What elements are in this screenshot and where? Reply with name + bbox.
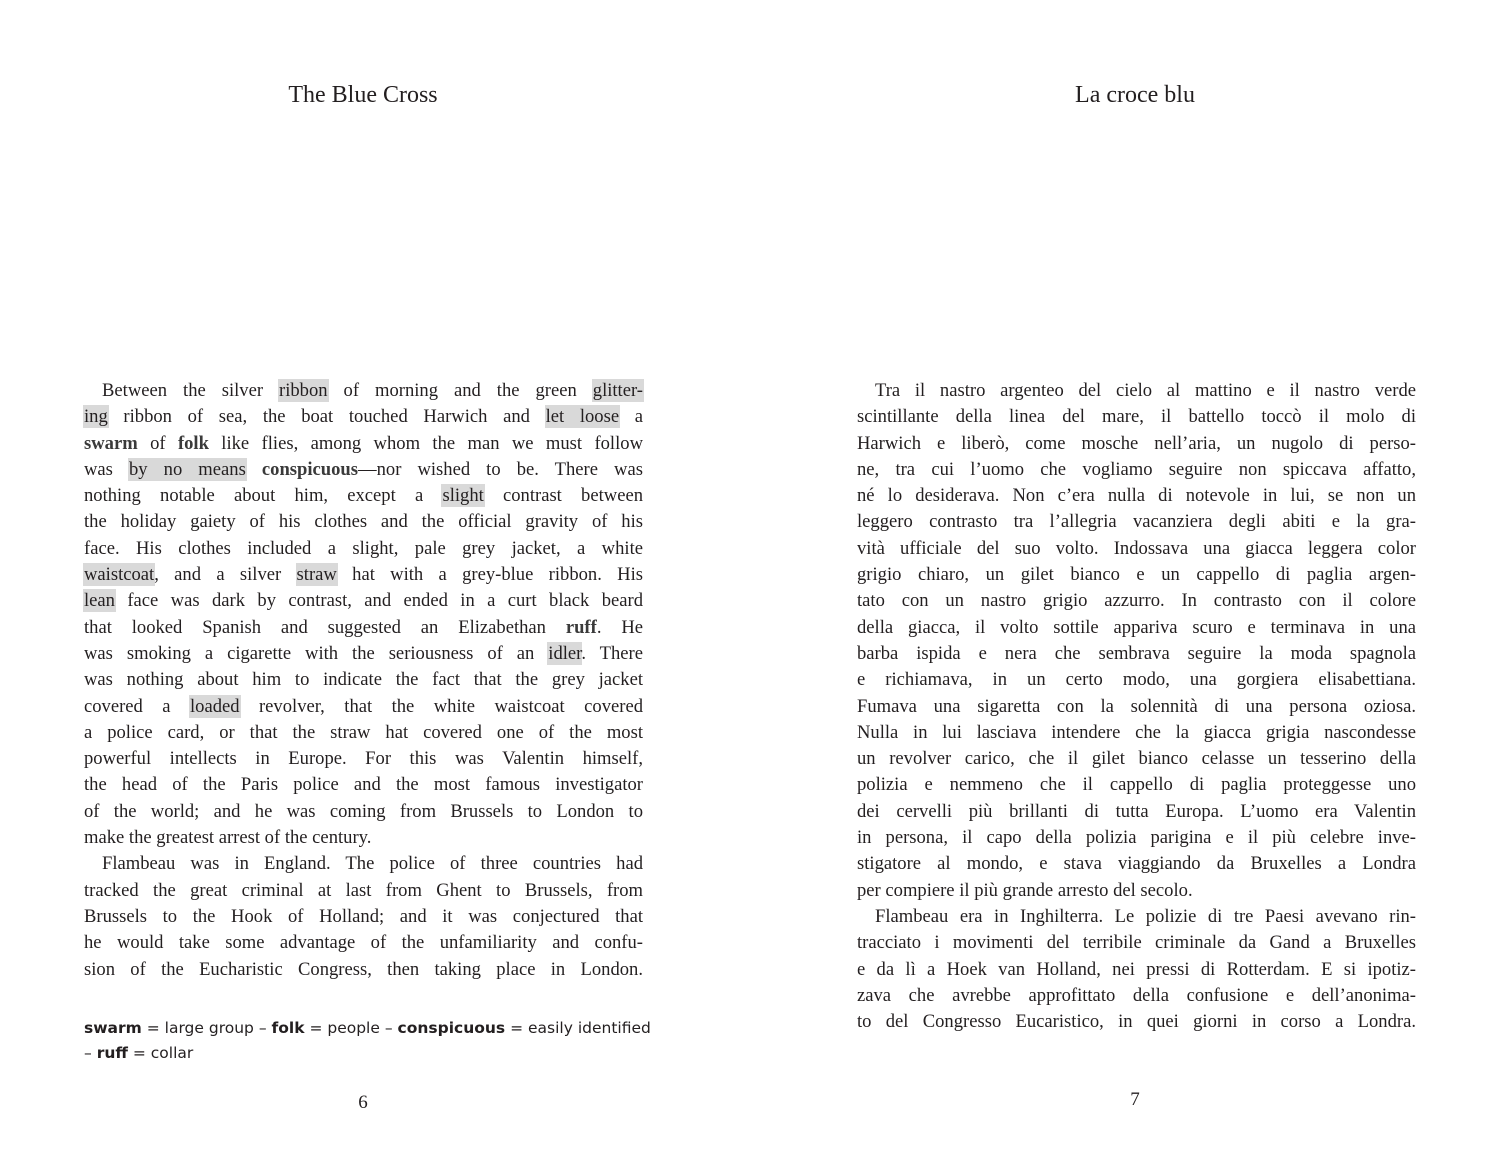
glossary-after: – [253, 1019, 272, 1037]
highlighted-word: loaded [189, 695, 240, 717]
text-line [84, 404, 643, 430]
text-line [84, 615, 643, 641]
glossary-term: ruff [96, 1044, 128, 1062]
glossary-sep: = [141, 1019, 165, 1037]
text-line [857, 562, 1416, 588]
text-segment: covered a [84, 695, 190, 717]
text-segment: ne, tra cui l’uomo che vogliamo seguire non spiccava affatto, [857, 458, 1416, 480]
highlighted-word: straw [296, 564, 337, 586]
highlighted-word: idler [548, 642, 582, 664]
text-segment: tato con un nastro grigio azzurro. In contrasto con il colore [857, 590, 1416, 612]
text-segment: vità ufficiale del suo volto. Indossava una giacca leggera color [857, 537, 1416, 559]
text-line [857, 457, 1416, 483]
text-segment: Brussels to the Hook of Holland; and it was conjectured that [84, 905, 643, 927]
highlighted-word: waistcoat [84, 564, 155, 586]
text-segment: tracciato i movimenti del terribile criminale da Gand a Bruxelles [857, 932, 1416, 954]
glossary-def: collar [150, 1044, 194, 1062]
text-line [84, 746, 643, 772]
text-segment: was [84, 458, 129, 480]
text-line [84, 562, 643, 588]
text-line [857, 404, 1416, 430]
text-segment: ribbon of sea, the boat touched Harwich and [107, 406, 546, 428]
glossary-term: swarm [84, 1019, 142, 1037]
text-line [857, 431, 1416, 457]
text-line [857, 1009, 1416, 1035]
text-segment: Harwich e liberò, come mosche nell’aria, un nugolo di perso- [857, 432, 1416, 454]
glossary-term: swarm [84, 432, 138, 454]
text-segment: Nulla in lui lasciava intendere che la giacca grigia nascondesse [857, 721, 1416, 743]
text-line [84, 851, 643, 877]
text-segment: grigio chiaro, un gilet bianco e un cappello di paglia argen- [857, 564, 1416, 586]
glossary-before: – [84, 1044, 97, 1062]
text-line [84, 720, 643, 746]
highlighted-word: by no means [128, 458, 246, 480]
text-line [857, 851, 1416, 877]
text-segment: Flambeau was in England. The police of three countries had [102, 853, 643, 875]
highlighted-word: slight [442, 485, 484, 507]
text-line [857, 536, 1416, 562]
text-line [857, 983, 1416, 1009]
text-segment: he would take some advantage of the unfamiliarity and confu- [84, 932, 643, 954]
text-segment: scintillante della linea del mare, il battello toccò il molo di [857, 406, 1416, 428]
text-line [84, 641, 643, 667]
text-line [857, 825, 1416, 851]
left-page-number: 6 [358, 1092, 368, 1113]
text-segment: was smoking a cigarette with the seriousness of an [84, 642, 549, 664]
text-segment: zava che avrebbe approfittato della confusione e dell’anonima- [857, 984, 1416, 1006]
glossary-after: – [379, 1019, 398, 1037]
text-line [84, 825, 643, 851]
text-segment: leggero contrasto tra l’allegria vacanziera degli abiti e la gra- [857, 511, 1416, 533]
text-segment: . He [596, 616, 643, 638]
text-line [857, 772, 1416, 798]
text-line [84, 930, 643, 956]
glossary-entry [398, 1019, 651, 1037]
text-segment: powerful intellects in Europe. For this was Valentin himself, [84, 748, 643, 770]
glossary-term: conspicuous [397, 1019, 506, 1037]
right-page-body [857, 378, 1416, 1035]
text-line [84, 904, 643, 930]
text-segment: was nothing about him to indicate the fact that the grey jacket [84, 669, 643, 691]
text-segment: a police card, or that the straw hat covered one of the most [84, 721, 643, 743]
text-line [857, 904, 1416, 930]
text-line [84, 536, 643, 562]
left-page-title: The Blue Cross [288, 82, 438, 108]
text-line [857, 378, 1416, 404]
text-segment: a [619, 406, 643, 428]
glossary-def: easily identified [528, 1019, 651, 1037]
glossary-entry [272, 1019, 398, 1037]
text-segment: like flies, among whom the man we must follow [208, 432, 643, 454]
text-line [84, 799, 643, 825]
text-line [84, 431, 643, 457]
text-segment: dei cervelli più brillanti di tutta Europa. L’uomo era Valentin [857, 800, 1416, 822]
highlighted-word: let loose [545, 406, 620, 428]
text-line [84, 509, 643, 535]
text-line [857, 930, 1416, 956]
right-page-title: La croce blu [1075, 82, 1195, 108]
text-segment: nothing notable about him, except a [84, 485, 443, 507]
text-segment: make the greatest arrest of the century. [84, 827, 372, 849]
text-line [84, 588, 643, 614]
glossary [84, 1016, 651, 1066]
glossary-entry [84, 1044, 193, 1062]
glossary-term: folk [271, 1019, 305, 1037]
text-line [857, 483, 1416, 509]
text-segment: face. His clothes included a slight, pale grey jacket, a white [84, 537, 643, 559]
text-line [84, 457, 643, 483]
glossary-def: large group [164, 1019, 254, 1037]
glossary-entry [84, 1019, 272, 1037]
text-segment: e da lì a Hoek van Holland, nei pressi di Rotterdam. E si ipotiz- [857, 958, 1416, 980]
text-line [857, 878, 1416, 904]
text-line [857, 509, 1416, 535]
text-segment: of [137, 432, 178, 454]
glossary-def: people [327, 1019, 380, 1037]
right-page-number: 7 [1130, 1089, 1140, 1110]
text-segment: e richiamava, in un certo modo, una gorgiera elisabettiana. [857, 669, 1416, 691]
text-segment [246, 459, 262, 480]
text-segment: face was dark by contrast, and ended in a curt black beard [114, 590, 643, 612]
text-segment: Tra il nastro argenteo del cielo al mattino e il nastro verde [875, 380, 1416, 401]
text-segment: hat with a grey-blue ribbon. His [336, 564, 644, 586]
glossary-term: ruff [565, 616, 597, 638]
text-segment: contrast between [483, 485, 644, 507]
text-segment: né lo desiderava. Non c’era nulla di notevole in lui, se non un [857, 485, 1416, 507]
text-segment: in persona, il capo della polizia parigina e il più celebre inve- [857, 827, 1416, 849]
glossary-sep: = [127, 1044, 151, 1062]
text-segment: . There [581, 642, 643, 664]
text-line [84, 772, 643, 798]
text-segment: , and a silver [154, 564, 297, 586]
text-segment: Fumava una sigaretta con la solennità di una persona oziosa. [857, 695, 1416, 717]
highlighted-word: glitter- [592, 380, 643, 401]
text-segment: —nor wished to be. There was [358, 458, 643, 480]
text-line [84, 483, 643, 509]
text-segment: per compiere il più grande arresto del secolo. [857, 879, 1193, 901]
text-segment: of the world; and he was coming from Brussels to London to [84, 800, 643, 822]
text-line [84, 878, 643, 904]
text-segment: tracked the great criminal at last from Ghent to Brussels, from [84, 879, 643, 901]
text-line [84, 378, 643, 404]
text-line [857, 799, 1416, 825]
text-line [84, 694, 643, 720]
highlighted-word: lean [84, 590, 115, 612]
text-segment: sion of the Eucharistic Congress, then taking place in London. [84, 958, 643, 980]
text-segment: that looked Spanish and suggested an Elizabethan [84, 616, 566, 638]
text-segment: Between the silver [102, 380, 280, 401]
left-page-body [84, 378, 643, 983]
text-segment: polizia e nemmeno che il cappello di paglia proteggesse uno [857, 774, 1416, 796]
text-segment: to del Congresso Eucaristico, in quei giorni in corso a Londra. [857, 1011, 1416, 1033]
highlighted-word: ing [84, 406, 108, 428]
text-segment: the head of the Paris police and the most famous investigator [84, 774, 643, 796]
text-segment: revolver, that the white waistcoat covered [239, 695, 643, 717]
text-line [857, 694, 1416, 720]
text-line [857, 667, 1416, 693]
glossary-term: folk [177, 432, 209, 454]
text-line [857, 615, 1416, 641]
text-segment: of morning and the green [327, 380, 593, 401]
text-line [857, 746, 1416, 772]
text-line [857, 720, 1416, 746]
glossary-sep: = [505, 1019, 528, 1037]
text-segment: stigatore al mondo, e stava viaggiando da Bruxelles a Londra [857, 853, 1416, 875]
text-line [84, 667, 643, 693]
text-line [857, 957, 1416, 983]
text-segment: Flambeau era in Inghilterra. Le polizie di tre Paesi avevano rin- [875, 905, 1416, 927]
text-line [857, 641, 1416, 667]
highlighted-word: ribbon [279, 380, 328, 401]
text-segment: della giacca, il volto sottile appariva scuro e terminava in una [857, 616, 1416, 638]
text-segment: the holiday gaiety of his clothes and the official gravity of his [84, 511, 643, 533]
text-segment: un revolver carico, che il gilet bianco celasse un tesserino della [857, 748, 1416, 770]
glossary-sep: = [304, 1019, 328, 1037]
glossary-term: conspicuous [261, 458, 358, 480]
text-line [84, 957, 643, 983]
text-line [857, 588, 1416, 614]
text-segment: barba ispida e nera che sembrava seguire la moda spagnola [857, 642, 1416, 664]
